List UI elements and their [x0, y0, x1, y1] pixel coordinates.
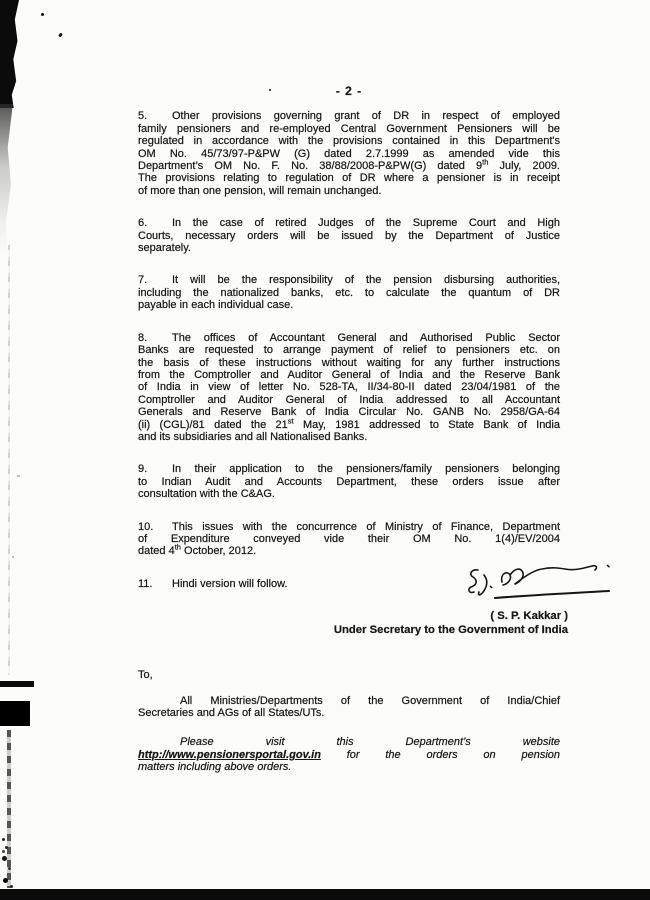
paragraph-line: Comptroller and Auditor General of India addressed to all Accountant: [138, 393, 560, 406]
footer-line: http://www.pensionersportal.gov.in for the orders on pension: [138, 748, 560, 761]
scan-speck: [17, 475, 20, 477]
paragraph-line: The provisions relating to regulation of DR where a pensioner is in receipt: [138, 172, 560, 185]
paragraph-line: and its subsidiaries and all Nationalised Banks.: [138, 430, 368, 443]
scan-speck: [12, 556, 14, 558]
paragraph-7: [138, 274, 560, 311]
letter-content: [138, 84, 568, 774]
paragraph-line: Courts, necessary orders will be issued by the Department of Justice: [138, 229, 560, 242]
scan-artifact-left-bar: [0, 681, 34, 687]
paragraph-line: Banks are requested to arrange payment of relief to pensioners etc. on: [138, 344, 560, 357]
paragraph-line: regulated in accordance with the provisions contained in this Department's: [138, 135, 560, 148]
address-block: [138, 695, 560, 720]
paragraph-line: (ii) (CGL)/81 dated the 21st May, 1981 addressed to State Bank of India: [138, 415, 560, 431]
address-line: All Ministries/Departments of the Government of India/Chief: [180, 694, 560, 707]
body-paragraphs: [138, 110, 560, 590]
paragraph-line: 9. In their application to the pensioners/family pensioners belonging: [138, 463, 560, 476]
paragraph-10: [138, 521, 560, 558]
paragraph-line: of Expenditure conveyed vide their OM No. 1(4)/EV/2004: [138, 532, 560, 545]
paragraph-line: payable in each individual case.: [138, 299, 294, 312]
paragraph-line: OM No. 45/73/97-P&PW (G) dated 2.7.1999 as amended vide this: [138, 147, 560, 160]
paragraph-line: separately.: [138, 242, 191, 255]
signatory-title: Under Secretary to the Government of India: [333, 623, 568, 636]
scan-speck-cluster: [2, 838, 5, 841]
paragraph-line: 8. The offices of Accountant General and Authorised Public Sector: [138, 331, 560, 344]
footer-line: matters including above orders.: [138, 761, 292, 774]
header-page-number: - 2 -: [335, 84, 363, 98]
paragraph-line: consultation with the C&AG.: [138, 488, 275, 501]
paragraph-number: 8.: [138, 331, 148, 344]
paragraph-line: from the Comptroller and Auditor General of India and the Reserve Bank: [138, 368, 560, 381]
paragraph-line: Generals and Reserve Bank of India Circular No. GANB No. 2958/GA-64: [138, 406, 560, 419]
paragraph-line: 7. It will be the responsibility of the pension disbursing authorities,: [138, 274, 560, 287]
scan-artifact-top-left-strip: [0, 0, 19, 108]
paragraph-line: dated 4th October, 2012.: [138, 542, 257, 558]
paragraph-line: 6. In the case of retired Judges of the Supreme Court and High: [138, 217, 560, 230]
paragraph-line: 11. Hindi version will follow.: [138, 577, 288, 590]
footer-line: Please visit this Department’s website: [180, 736, 560, 749]
footer-note: [138, 736, 560, 773]
website-link[interactable]: http://www.pensionersportal.gov.in: [138, 748, 321, 761]
paragraph-6: [138, 217, 560, 254]
scan-artifact-lower-left-edge: [7, 730, 11, 888]
paragraph-number: 5.: [138, 110, 148, 123]
paragraph-9: [138, 463, 560, 500]
paragraph-line: to Indian Audit and Accounts Department, these orders issue after: [138, 475, 560, 488]
paragraph-line: including the nationalized banks, etc. to calculate the quantum of DR: [138, 286, 560, 299]
signature-block: [138, 610, 568, 637]
signature-scribble: [462, 556, 617, 608]
paragraph-line: of India in view of letter No. 528-TA, II/34-80-II dated 23/04/1981 of the: [138, 381, 560, 394]
scan-artifact-left-fade: [0, 104, 14, 259]
paragraph-number: 10.: [138, 520, 154, 533]
paragraph-number: 7.: [138, 274, 148, 287]
paragraph-line: Department’s OM No. F. No. 38/88/2008-P&PW(G) dated 9th July, 2009.: [138, 157, 560, 173]
paragraph-line: 10. This issues with the concurrence of Ministry of Finance, Department: [138, 520, 560, 533]
paragraph-number: 11.: [138, 577, 153, 590]
scan-artifact-bottom-strip: [0, 889, 650, 900]
scan-artifact-left-streak: [8, 245, 10, 675]
paragraph-line: the basis of these instructions without waiting for any further instructions: [138, 356, 560, 369]
paragraph-8: [138, 332, 560, 444]
signatory-name: ( S. P. Kakkar ): [490, 610, 568, 623]
paragraph-line: family pensioners and re-employed Central Government Pensioners will be: [138, 122, 560, 135]
paragraph-number: 9.: [138, 463, 148, 476]
scan-speck: [41, 13, 44, 16]
address-line: Secretaries and AGs of all States/UTs.: [138, 707, 325, 719]
salutation: To,: [138, 669, 153, 682]
paragraph-line: 5. Other provisions governing grant of DR in respect of employed: [138, 110, 560, 123]
paragraph-number: 6.: [138, 217, 148, 230]
paragraph-line: of more than one pension, will remain unchanged.: [138, 184, 382, 197]
scan-artifact-left-block: [0, 701, 30, 726]
paragraph-5: [138, 110, 560, 197]
scan-speck: [58, 33, 63, 38]
